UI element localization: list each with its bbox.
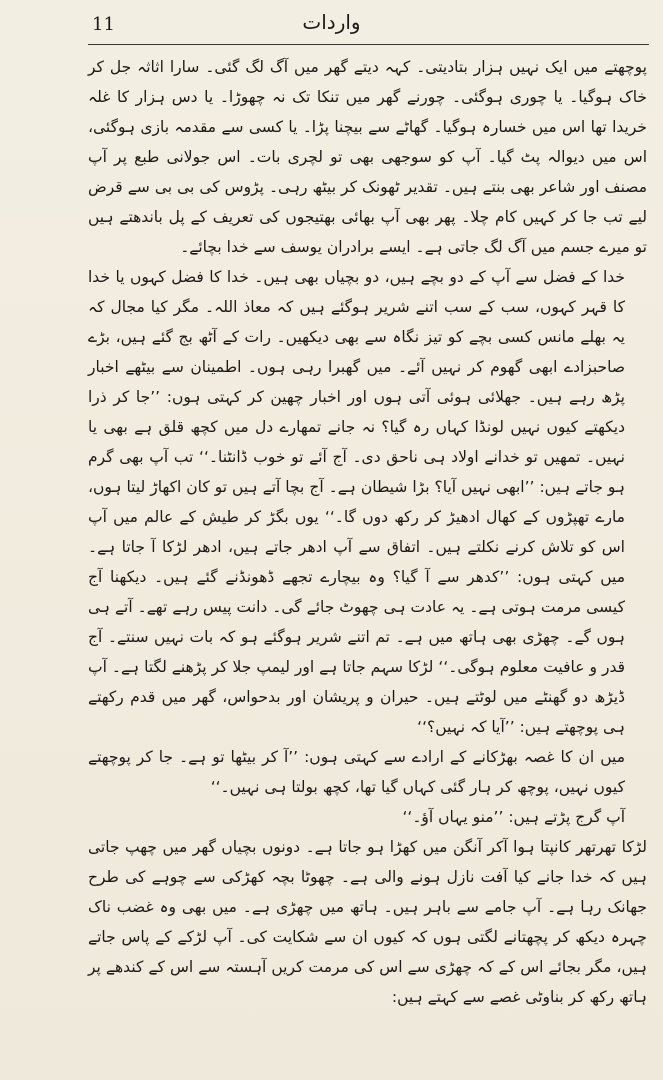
paragraph-2: خدا کے فضل سے آپ کے دو بچے ہیں، دو بچیاں بھی ہیں۔ خدا کا فضل کہوں یا خدا کا قہر کہوں، سب کے سب اتنے شریر ہوگئے ہیں کہ معاذ اللہ۔ مگر کیا مجال کہ یہ بھلے مانس کسی بچے کو تیز نگاہ سے بھی دیکھیں۔ رات کے آٹھ بج گئے ہیں، بڑے صاحبزادے ابھی گھوم کر نہیں آئے۔ میں گھبرا رہی ہوں۔ اطمینان سے بیٹھے اخبار پڑھ رہے ہیں۔ جھلائی ہوئی آتی ہوں اور اخبار چھین کر کہتی ہوں: ’’جا کر ذرا دیکھتے کیوں نہیں لونڈا کہاں رہ گیا؟ نہ جانے تمھارے دل میں کچھ قلق ہے بھی یا نہیں۔ تمھیں تو خدانے اولاد ہی ناحق دی۔ آج آئے تو خوب ڈانٹنا۔‘‘ تب آپ بھی گرم ہو جاتے ہیں: ’’ابھی نہیں آیا؟ بڑا شیطان ہے۔ آج بچا آتے ہیں تو کان اکھاڑ لیتا ہوں، مارے تھپڑوں کے کھال ادھیڑ کر رکھ دوں گا۔‘‘ یوں بگڑ کر طیش کے عالم میں آپ اس کو تلاش کرنے نکلتے ہیں۔ اتفاق سے آپ ادھر جاتے ہیں، ادھر لڑکا آ جاتا ہے۔ میں کہتی ہوں: ’’کدھر سے آ گیا؟ وہ بیچارے تجھے ڈھونڈنے گئے ہیں۔ دیکھنا آج کیسی مرمت ہوتی ہے۔ یہ عادت ہی چھوٹ جائے گی۔ دانت پیس رہے تھے۔ آتے ہی ہوں گے۔ چھڑی بھی ہاتھ میں ہے۔ تم اتنے شریر ہوگئے ہو کہ بات نہیں سنتے۔ آج قدر و عافیت معلوم ہوگی۔‘‘ لڑکا سہم جاتا ہے اور لیمپ جلا کر پڑھنے لگتا ہے۔ آپ ڈیڑھ دو گھنٹے میں لوٹتے ہیں۔ حیران و پریشان اور بدحواس، گھر میں قدم رکھتے ہی پوچھتے ہیں: ’’آیا کہ نہیں؟‘‘ — [88, 268, 625, 736]
paragraph-4: آپ گرج پڑتے ہیں: ’’منو یہاں آؤ۔‘‘ — [402, 808, 625, 826]
paragraph-1: پوچھتے میں ایک نہیں ہزار بتادیتی۔ کہہ دیتے گھر میں آگ لگ گئی۔ سارا اثاثہ جل کر خاک ہوگیا۔ یا چوری ہوگئی۔ چورنے گھر میں تنکا تک نہ چھوڑا۔ یا دس ہزار کا غلہ خریدا تھا اس میں خسارہ ہوگیا۔ گھاٹے سے بیچنا پڑا۔ یا کسی سے مقدمہ بازی ہوگئی، اس میں دیوالہ پٹ گیا۔ آپ کو سوجھی بھی تو لچری بات۔ اس جولانی طبع پر آپ مصنف اور شاعر بھی بنتے ہیں۔ تقدیر ٹھونک کر بیٹھ رہی۔ پڑوس کی بی بی سے قرض لیے تب جا کر کہیں کام چلا۔ پھر بھی آپ بھائی بھتیجوں کی تعریف کے پل باندھتے ہیں تو میرے جسم میں آگ لگ جاتی ہے۔ ایسے برادران یوسف سے خدا بچائے۔ — [88, 58, 647, 256]
header-rule — [88, 44, 649, 45]
body-text — [88, 52, 647, 1006]
page-header — [0, 10, 663, 44]
paragraph-3: میں ان کا غصہ بھڑکانے کے ارادے سے کہتی ہوں: ’’آ کر بیٹھا تو ہے۔ جا کر پوچھتے کیوں نہیں، پوچھ کر ہار گئی کہاں گیا تھا، کچھ بولتا ہی نہیں۔‘‘ — [88, 748, 625, 796]
paragraph-5: لڑکا تھرتھر کانپتا ہوا آکر آنگن میں کھڑا ہو جاتا ہے۔ دونوں بچیاں گھر میں چھپ جاتی ہیں کہ خدا جانے کیا آفت نازل ہونے والی ہے۔ چھوٹا بچہ کھڑکی سے چوہے کی طرح جھانک رہا ہے۔ آپ جامے سے باہر ہیں۔ ہاتھ میں چھڑی ہے۔ میں بھی وہ غضب ناک چہرہ دیکھ کر پچھتانے لگتی ہوں کہ کیوں ان سے شکایت کی۔ آپ لڑکے کے پاس جاتے ہیں، مگر بجائے اس کے کہ چھڑی سے اس کی مرمت کریں آہستہ سے اس کے کندھے پر ہاتھ رکھ کر بناوٹی غصے سے کہتے ہیں: — [88, 838, 647, 1006]
running-title: واردات — [302, 10, 361, 34]
page-number: 11 — [92, 14, 115, 35]
